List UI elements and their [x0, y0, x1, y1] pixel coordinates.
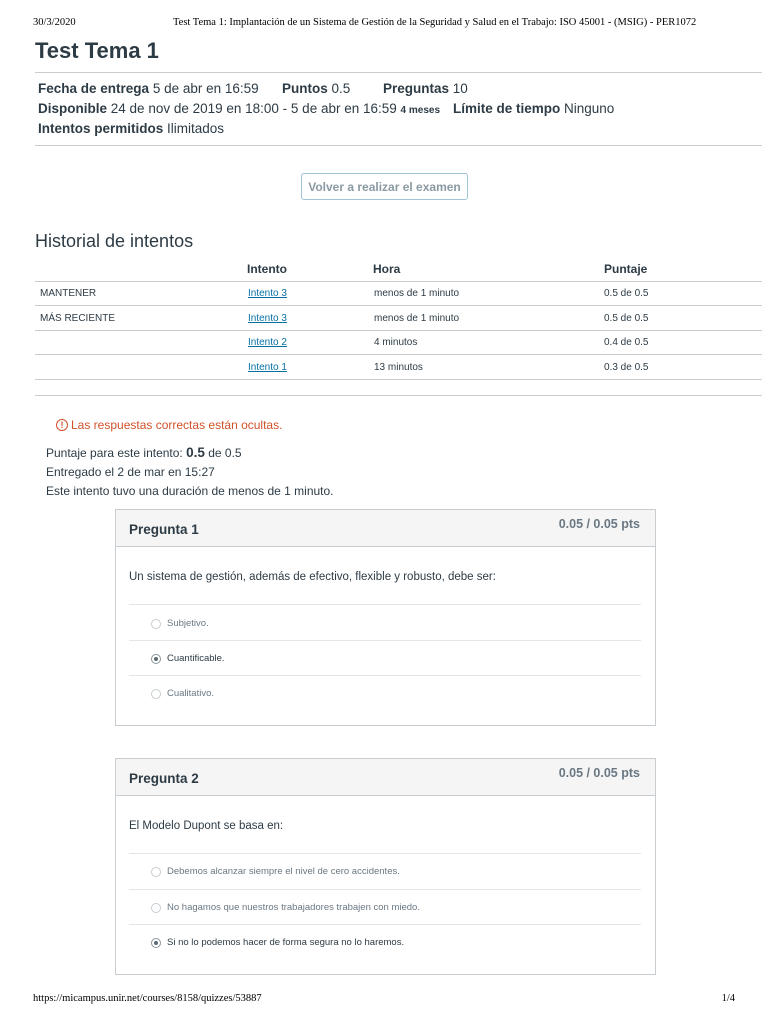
question-text: Un sistema de gestión, además de efectivo, flexible y robusto, debe ser:: [129, 571, 496, 583]
time-limit-value: Ninguno: [564, 101, 615, 116]
answer-label: Debemos alcanzar siempre el nivel de cero accidentes.: [167, 866, 400, 877]
question-header: [116, 759, 655, 796]
score-prefix: Puntaje para este intento:: [46, 446, 183, 460]
question-card: [115, 758, 656, 975]
points-label: Puntos: [282, 81, 328, 96]
print-page-number: 1/4: [721, 993, 735, 1004]
question-text: El Modelo Dupont se basa en:: [129, 820, 284, 832]
submitted-info: Entregado el 2 de mar en 15:27: [46, 465, 215, 479]
history-row-label: MÁS RECIENTE: [40, 313, 116, 324]
answer-option[interactable]: [151, 902, 420, 913]
question-title: Pregunta 1: [129, 522, 199, 537]
due-value: 5 de abr en 16:59: [152, 81, 259, 96]
due-label: Fecha de entrega: [38, 81, 150, 96]
score-value: 0.5: [186, 445, 205, 460]
points-value: 0.5: [331, 81, 351, 96]
warning-icon: !: [56, 419, 68, 431]
answer-label: Subjetivo.: [167, 618, 209, 629]
answers-hidden-notice: [56, 418, 282, 432]
question-title: Pregunta 2: [129, 771, 199, 786]
table-divider: [35, 281, 762, 282]
option-divider: [129, 889, 641, 890]
answer-label: Si no lo podemos hacer de forma segura no lo haremos.: [167, 937, 405, 948]
question-card: [115, 509, 656, 726]
radio-button-selected[interactable]: [151, 938, 161, 948]
history-time: 4 minutos: [374, 337, 418, 348]
answer-option-selected[interactable]: [151, 653, 225, 664]
table-divider: [35, 379, 762, 380]
attempts-label: Intentos permitidos: [38, 121, 164, 136]
print-page-title: Test Tema 1: Implantación de un Sistema de Gestión de la Seguridad y Salud en el Trabajo: ISO 45001 - (MSIG) - PER1072: [173, 17, 697, 28]
print-url: https://micampus.unir.net/courses/8158/quizzes/53887: [33, 993, 262, 1004]
attempts-meta: [38, 121, 224, 136]
radio-button[interactable]: [151, 867, 161, 877]
history-attempt-link[interactable]: Intento 3: [248, 313, 287, 324]
retake-quiz-button[interactable]: Volver a realizar el examen: [301, 173, 468, 200]
answer-label: No hagamos que nuestros trabajadores trabajen con miedo.: [167, 902, 420, 913]
history-time: menos de 1 minuto: [374, 313, 460, 324]
page-title: Test Tema 1: [35, 38, 159, 63]
divider: [35, 72, 762, 73]
history-score: 0.3 de 0.5: [604, 362, 649, 373]
question-points: 0.05 / 0.05 pts: [558, 517, 640, 531]
quiz-meta-row-1: [38, 81, 259, 96]
radio-button[interactable]: [151, 619, 161, 629]
history-time: 13 minutos: [374, 362, 423, 373]
print-date: 30/3/2020: [33, 17, 76, 28]
available-value: 24 de nov de 2019 en 18:00 - 5 de abr en 16:59: [110, 101, 397, 116]
history-title: Historial de intentos: [35, 231, 194, 251]
answer-option[interactable]: [151, 688, 214, 699]
divider: [35, 145, 762, 146]
score-suffix: de 0.5: [208, 446, 242, 460]
option-divider: [129, 853, 641, 854]
option-divider: [129, 924, 641, 925]
table-divider: [35, 354, 762, 355]
history-score: 0.5 de 0.5: [604, 313, 649, 324]
answers-hidden-text: Las respuestas correctas están ocultas.: [71, 418, 283, 432]
questions-label: Preguntas: [383, 81, 450, 96]
answer-option-selected[interactable]: [151, 937, 404, 948]
history-attempt-link[interactable]: Intento 2: [248, 337, 287, 348]
answer-option[interactable]: [151, 618, 209, 629]
radio-button[interactable]: [151, 689, 161, 699]
points-meta: [282, 81, 350, 96]
print-header: [33, 17, 735, 31]
attempt-score: [46, 445, 242, 460]
available-duration: 4 meses: [400, 105, 441, 116]
duration-info: Este intento tuvo una duración de menos de 1 minuto.: [46, 484, 334, 498]
option-divider: [129, 675, 641, 676]
history-attempt-link[interactable]: Intento 1: [248, 362, 287, 373]
divider: [35, 395, 762, 396]
history-attempt-link[interactable]: Intento 3: [248, 288, 287, 299]
history-time: menos de 1 minuto: [374, 288, 460, 299]
history-col-score: Puntaje: [604, 262, 648, 276]
history-row-label: MANTENER: [40, 288, 97, 299]
time-limit-label: Límite de tiempo: [453, 101, 561, 116]
question-header: [116, 510, 655, 547]
option-divider: [129, 604, 641, 605]
time-limit-meta: [453, 101, 614, 116]
history-score: 0.4 de 0.5: [604, 337, 649, 348]
questions-meta: [383, 81, 468, 96]
table-divider: [35, 330, 762, 331]
history-col-time: Hora: [373, 262, 401, 276]
radio-button-selected[interactable]: [151, 654, 161, 664]
attempts-value: Ilimitados: [167, 121, 225, 136]
option-divider: [129, 640, 641, 641]
radio-button[interactable]: [151, 903, 161, 913]
available-label: Disponible: [38, 101, 108, 116]
availability-meta: [38, 101, 440, 116]
history-col-attempt: Intento: [247, 262, 287, 276]
table-divider: [35, 305, 762, 306]
answer-option[interactable]: [151, 866, 400, 877]
history-score: 0.5 de 0.5: [604, 288, 649, 299]
question-points: 0.05 / 0.05 pts: [558, 766, 640, 780]
questions-value: 10: [452, 81, 468, 96]
answer-label: Cualitativo.: [167, 688, 214, 699]
answer-label: Cuantificable.: [167, 653, 225, 664]
